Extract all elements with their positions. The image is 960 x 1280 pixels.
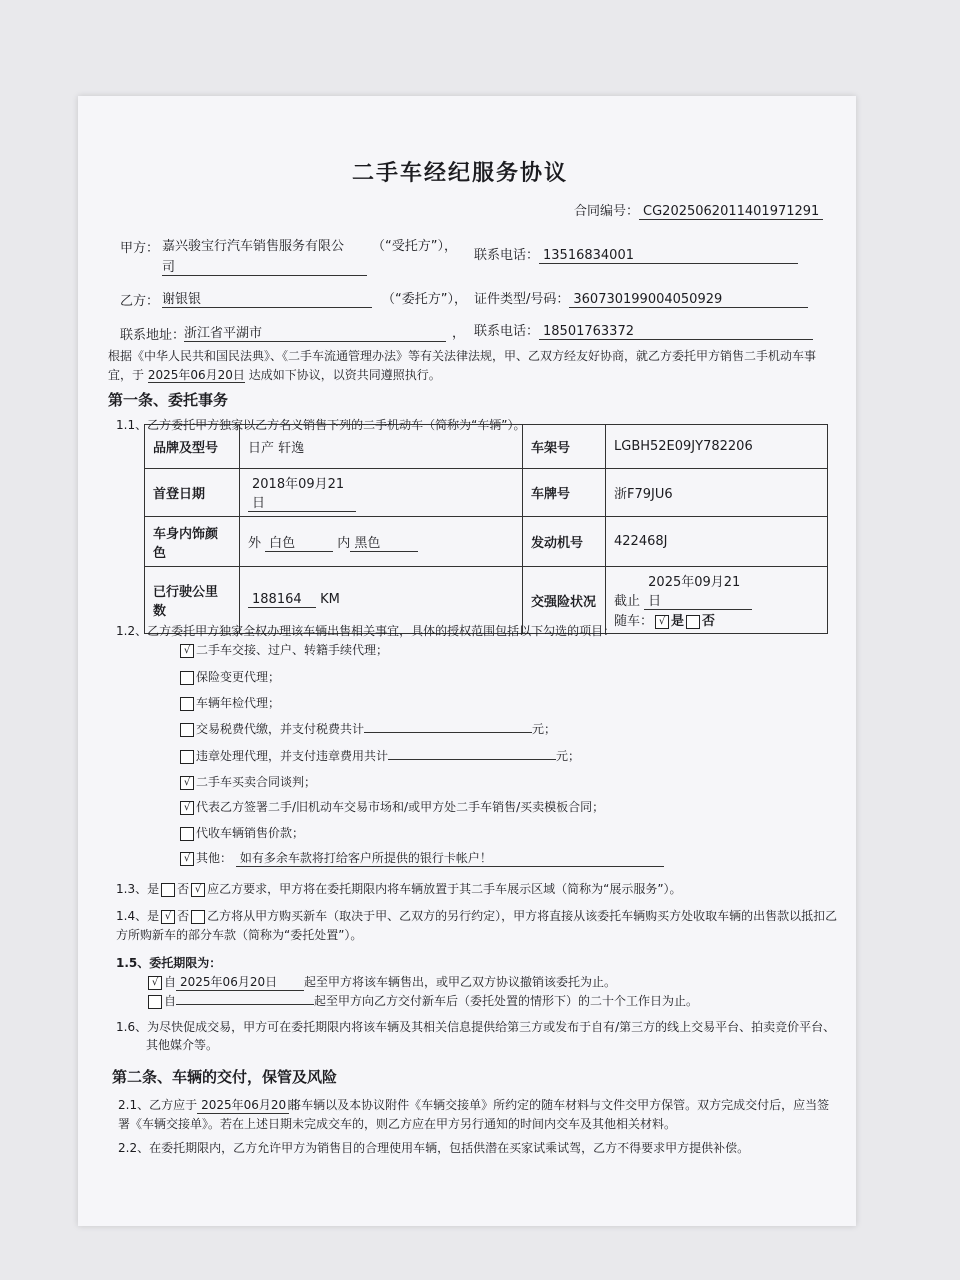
scope-checkbox[interactable]: √ [180,644,194,658]
preamble-line2: 宜，于 2025年06月20日 达成如下协议，以资共同遵照执行。 [108,368,441,382]
engine-label: 发动机号 [523,517,606,567]
scope-checkbox[interactable] [180,827,194,841]
engine-value: 422468J [606,517,828,567]
party-a-name-2: 司 [162,256,367,276]
party-b-id: 证件类型/号码： 360730199004050929 [474,288,808,308]
plate-value: 浙F79JU6 [606,469,828,517]
plate-label: 车牌号 [523,469,606,517]
term-1-checkbox[interactable]: √ [148,976,162,990]
scope-checkbox[interactable]: √ [180,852,194,866]
insurance-label: 交强险状况 [523,567,606,634]
clause-1-4: 1.4、是 √ 否 乙方将从甲方购买新车（取决于甲、乙双方的另行约定），甲方将直接从该委托车辆购买方处收取车辆的出售款以抵扣乙 [116,909,838,923]
party-b-phone: 联系电话： 18501763372 [474,320,813,340]
address-value: 浙江省平湖市 [184,322,446,342]
party-a-name-1: 嘉兴骏宝行汽车销售服务有限公 [162,239,345,254]
vin-value: LGBH52E09JY782206 [606,425,828,469]
color-label: 车身内饰颜 色 [145,517,240,567]
scope-checkbox[interactable] [180,671,194,685]
clause-1-6-line2: 其他媒介等。 [146,1038,219,1052]
scope-item: √ 其他： 如有多余车款将打给客户所提供的银行卡帐户！ [178,849,664,867]
clause-2-2: 2.2、在委托期限内，乙方允许甲方为销售目的合理使用车辆，包括供潜在买家试乘试驾，乙方不得要求甲方提供补偿。 [118,1141,750,1155]
reg-label: 首登日期 [145,469,240,517]
preamble-line1: 根据《中华人民共和国民法典》、《二手车流通管理办法》等有关法律法规，甲、乙双方经友好协商，就乙方委托甲方销售二手机动车事 [108,349,817,363]
scope-checkbox[interactable]: √ [180,776,194,790]
with-no-checkbox[interactable] [686,615,700,629]
term-2-checkbox[interactable] [148,995,162,1009]
clause-1-2: 1.2、乙方委托甲方独家全权办理该车辆出售相关事宜，具体的授权范围包括以下勾选的项目： [116,624,616,638]
scope-item: √ 代表乙方签署二手/旧机动车交易市场和/或甲方处二手车销售/买卖模板合同； [178,798,604,815]
scope-checkbox[interactable] [180,750,194,764]
clause-2-1: 2.1、乙方应于 2025年06月20日将车辆以及本协议附件《车辆交接单》所约定的随车材料与文件交甲方保管。双方完成交付后，应当签 [118,1098,830,1112]
term-2-date-blank[interactable] [176,1004,314,1005]
scope-item: 车辆年检代理； [178,694,280,711]
clause-1-4-line2: 方所购新车的部分车款（简称为“委托处置”）。 [116,928,363,942]
brand-label: 品牌及型号 [145,425,240,469]
address-comma: ， [452,326,466,341]
term-option-2: 自 起至甲方向乙方交付新车后（委托处置的情形下）的二十个工作日为止。 [146,992,698,1009]
scope-item: √ 二手车买卖合同谈判； [178,773,316,790]
mileage-label: 已行驶公里 数 [145,567,240,634]
scope-item: 保险变更代理； [178,668,280,685]
party-b-label: 乙方： [120,294,160,309]
contract-number: 合同编号： CG2025062011401971291 [574,200,823,219]
violation-amount-blank[interactable] [388,759,556,760]
brand-value: 日产 轩逸 [240,425,523,469]
reg-value: 2018年09月21日 [240,469,523,517]
address-label: 联系地址： [120,328,186,343]
c14-no-checkbox[interactable] [191,910,205,924]
other-fill: 如有多余车款将打给客户所提供的银行卡帐户！ [236,849,664,867]
section-2-title: 第二条、车辆的交付，保管及风险 [112,1068,338,1086]
party-a-role: （“受托方”）， [372,239,457,254]
clause-1-5-title: 1.5、委托期限为： [116,956,222,970]
insurance-value: 截止 2025年09月21日 随车： √ 是 否 [606,567,828,634]
scope-item: √ 二手车交接、过户、转籍手续代理； [178,641,388,658]
clause-2-1-line2: 署《车辆交接单》。若在上述日期未完成交车的，则乙方应在甲方另行通知的时间内交车及其他相关材料。 [118,1117,677,1131]
c13-no-checkbox[interactable]: √ [191,883,205,897]
scope-item: 交易税费代缴，并支付税费共计 元； [178,720,556,737]
clause-1-1: 1.1、乙方委托甲方独家以乙方名义销售下列的二手机动车（简称为“车辆”）。 [116,418,526,432]
clause-1-6: 1.6、为尽快促成交易，甲方可在委托期限内将该车辆及其相关信息提供给第三方或发布于自有/第三方的线上交易平台、拍卖竞价平台、 [116,1020,836,1034]
mileage-value: 188164 KM [240,567,523,634]
party-a-label: 甲方： [120,241,160,256]
vehicle-table [144,424,828,634]
c13-yes-checkbox[interactable] [161,883,175,897]
color-value: 外 白色 内 黑色 [240,517,523,567]
tax-amount-blank[interactable] [364,732,532,733]
party-a-phone: 联系电话： 13516834001 [474,244,798,264]
term-option-1: √ 自 2025年06月20日 起至甲方将该车辆售出，或甲乙双方协议撤销该委托为止。 [146,973,616,991]
scope-checkbox[interactable]: √ [180,801,194,815]
clause-1-3: 1.3、是 否 √ 应乙方要求，甲方将在委托期限内将车辆放置于其二手车展示区域（简称为“展示服务”）。 [116,882,682,896]
scope-checkbox[interactable] [180,723,194,737]
section-1-title: 第一条、委托事务 [108,391,229,409]
party-b-name: 谢银银 [162,288,372,308]
with-yes-checkbox[interactable]: √ [655,615,669,629]
scope-item: 代收车辆销售价款； [178,824,304,841]
scope-checkbox[interactable] [180,697,194,711]
document-title: 二手车经纪服务协议 [352,161,569,186]
c14-yes-checkbox[interactable]: √ [161,910,175,924]
vin-label: 车架号 [523,425,606,469]
scope-item: 违章处理代理，并支付违章费用共计 元； [178,747,580,764]
party-b-role: （“委托方”）， [382,292,467,307]
